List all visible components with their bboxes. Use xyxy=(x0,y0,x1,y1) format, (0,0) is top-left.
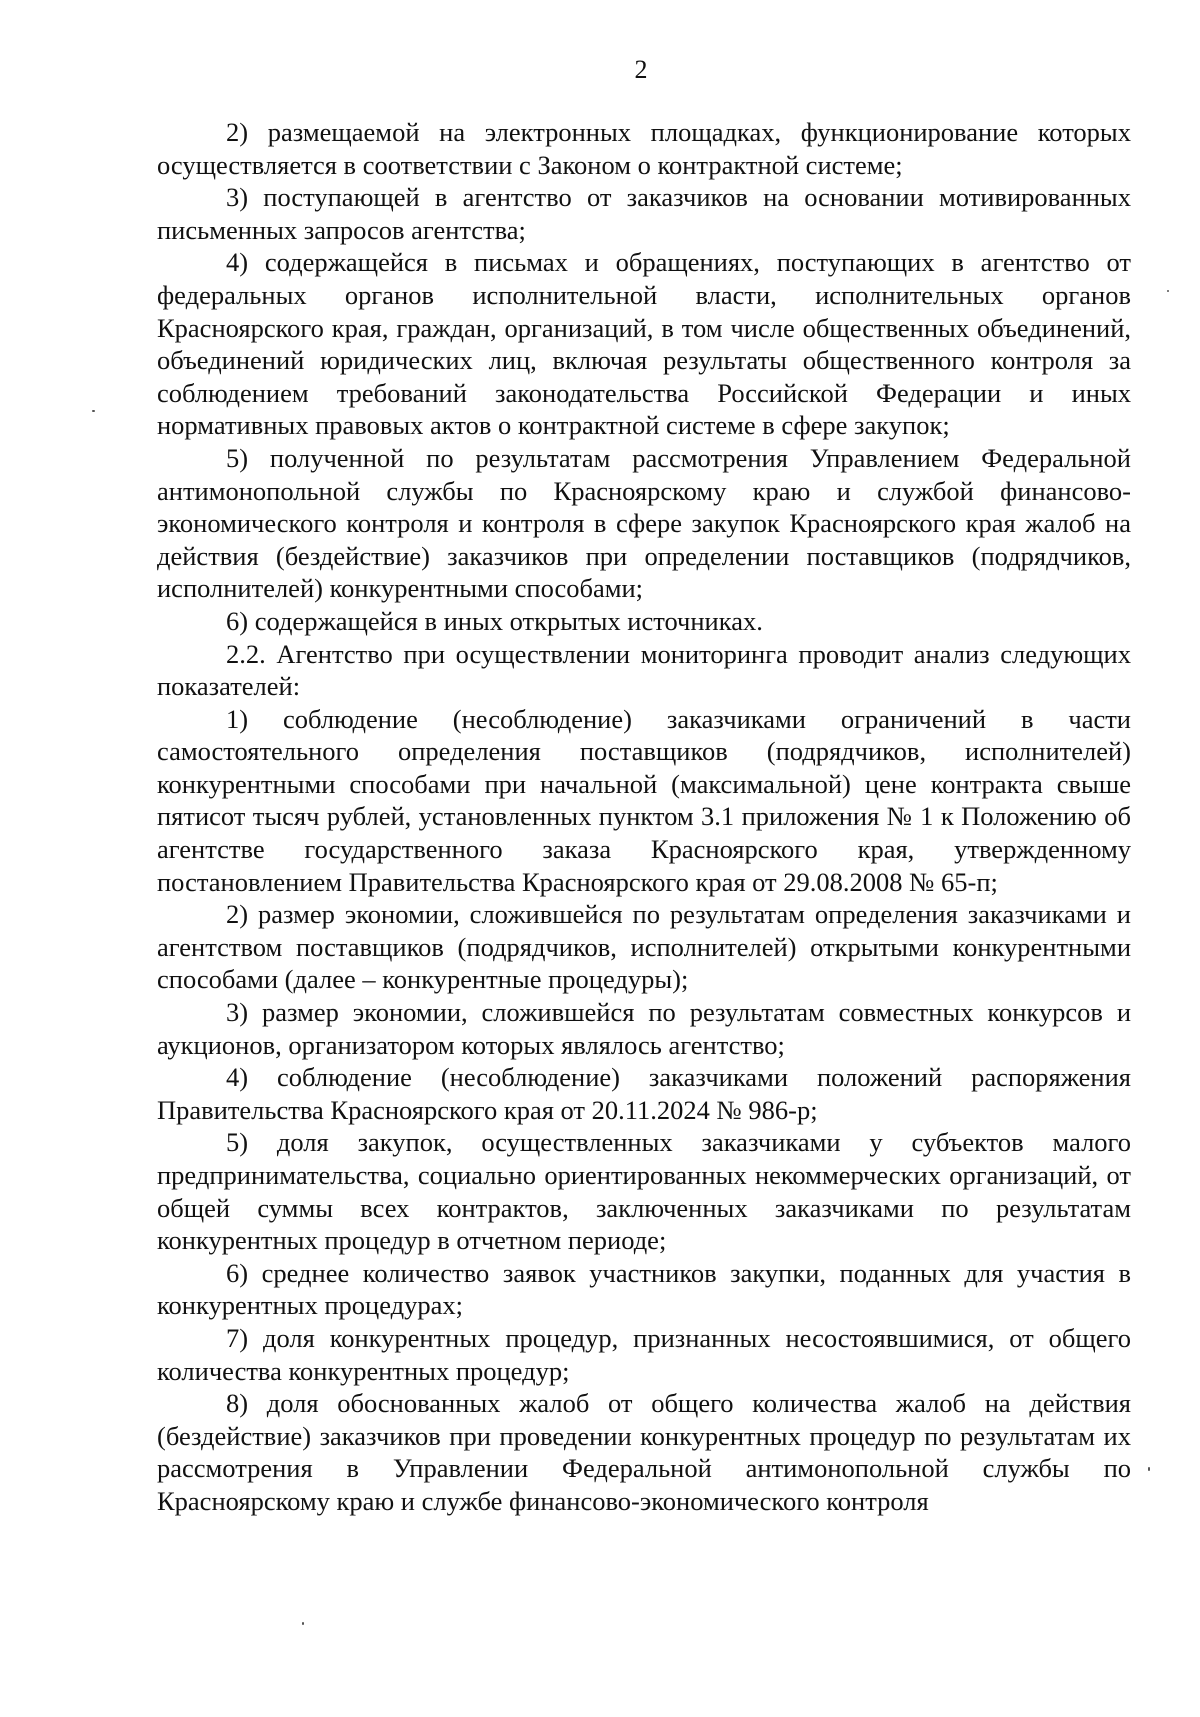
paragraph-source-3: 3) поступающей в агентство от заказчиков на основании мотивированных письменных запросов агентства; xyxy=(157,182,1131,245)
paragraph-source-5: 5) полученной по результатам рассмотрения Управлением Федеральной антимонопольной службы по Красноярскому краю и службой финансово-экономического контроля и контроля в сфере закупок Красноярского края жалоб на действия (бездействие) заказчиков при определении поставщиков (подрядчиков, исполнителей) конкурентными способами; xyxy=(157,442,1131,604)
paragraph-indicator-3: 3) размер экономии, сложившейся по результатам совместных конкурсов и аукционов, организатором которых являлось агентство; xyxy=(157,997,1131,1060)
scan-speck xyxy=(1167,290,1169,292)
paragraph-source-2: 2) размещаемой на электронных площадках, функционирование которых осуществляется в соответствии с Законом о контрактной системе; xyxy=(157,117,1131,180)
paragraph-indicator-4: 4) соблюдение (несоблюдение) заказчиками положений распоряжения Правительства Красноярского края от 20.11.2024 № 986-р; xyxy=(157,1062,1131,1125)
paragraph-indicator-8: 8) доля обоснованных жалоб от общего количества жалоб на действия (бездействие) заказчиков при проведении конкурентных процедур по результатам их рассмотрения в Управлении Федеральной антимонопольной службы по Красноярскому краю и службе финансово-экономического контроля xyxy=(157,1388,1131,1516)
paragraph-indicator-5: 5) доля закупок, осуществленных заказчиками у субъектов малого предпринимательства, социально ориентированных некоммерческих организаций, от общей суммы всех контрактов, заключенных заказчиками по результатам конкурентных процедур в отчетном периоде; xyxy=(157,1127,1131,1256)
scan-speck xyxy=(1148,1467,1150,1471)
document-body xyxy=(157,116,1131,1518)
paragraph-source-6: 6) содержащейся в иных открытых источниках. xyxy=(226,605,763,636)
paragraph-indicator-2: 2) размер экономии, сложившейся по результатам определения заказчиками и агентством поставщиков (подрядчиков, исполнителей) открытыми конкурентными способами (далее – конкурентные процедуры); xyxy=(157,899,1131,995)
paragraph-source-4: 4) содержащейся в письмах и обращениях, поступающих в агентство от федеральных органов исполнительной власти, исполнительных органов Красноярского края, граждан, организаций, в том числе общественных объединений, объединений юридических лиц, включая результаты общественного контроля за соблюдением требований законодательства Российской Федерации и иных нормативных правовых актов о контрактной системе в сфере закупок; xyxy=(157,247,1131,441)
paragraph-section-2-2: 2.2. Агентство при осуществлении мониторинга проводит анализ следующих показателей: xyxy=(157,638,1131,702)
paragraph-indicator-6: 6) среднее количество заявок участников закупки, поданных для участия в конкурентных процедурах; xyxy=(157,1257,1131,1321)
scan-speck xyxy=(302,1622,304,1625)
paragraph-indicator-1: 1) соблюдение (несоблюдение) заказчиками ограничений в части самостоятельного определения поставщиков (подрядчиков, исполнителей) конкурентными способами при начальной (максимальной) цене контракта свыше пятисот тысяч рублей, установленных пунктом 3.1 приложения № 1 к Положению об агентстве государственного заказа Красноярского края, утвержденному постановлением Правительства Красноярского края от 29.08.2008 № 65-п; xyxy=(157,703,1131,897)
paragraph-indicator-7: 7) доля конкурентных процедур, признанных несостоявшимися, от общего количества конкурентных процедур; xyxy=(157,1322,1131,1386)
scan-speck xyxy=(92,410,95,412)
page-number: 2 xyxy=(634,55,648,84)
